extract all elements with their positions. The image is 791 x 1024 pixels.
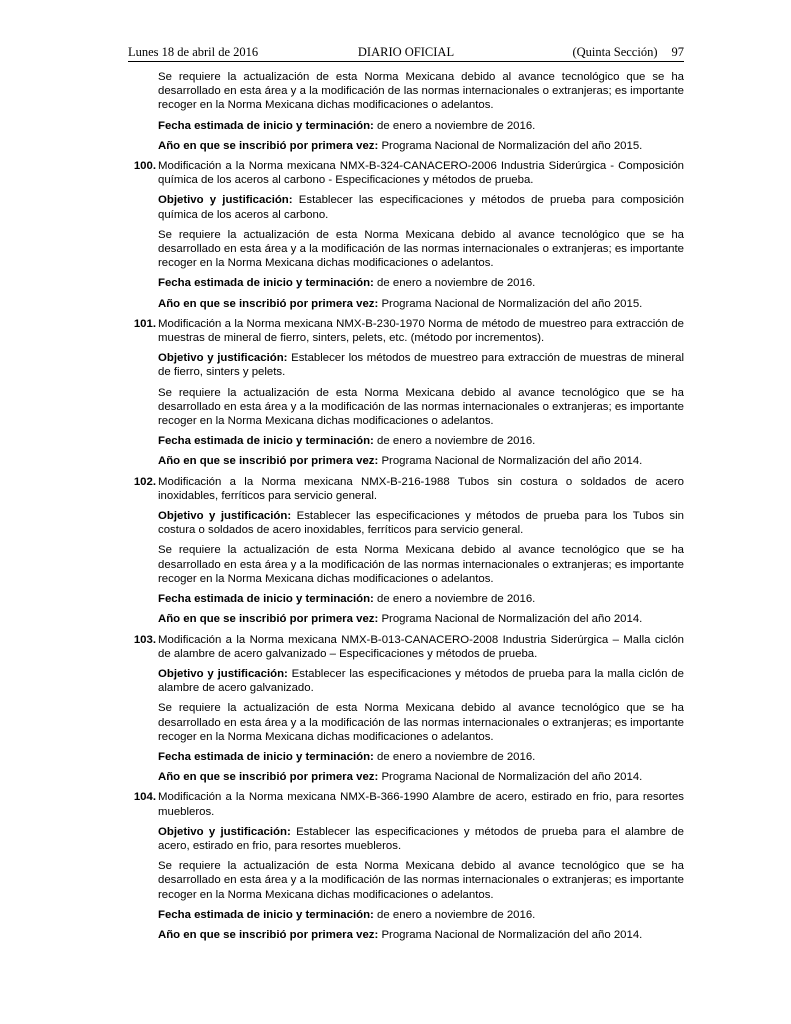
anio-value: Programa Nacional de Normalización del año 2014. xyxy=(381,613,643,626)
header-page-number: 97 xyxy=(671,45,684,59)
anio-paragraph xyxy=(158,454,684,468)
requirement-paragraph: Se requiere la actualización de esta Norma Mexicana debido al avance tecnológico que se ha desarrollado en esta área y a la modificación de las normas internacionales o extranjeras; es importante recoger en la Norma Mexicana dichas modificaciones o adelantos. xyxy=(158,544,684,585)
anio-label: Año en que se inscribió por primera vez: xyxy=(158,613,379,626)
requirement-paragraph: Se requiere la actualización de esta Norma Mexicana debido al avance tecnológico que se ha desarrollado en esta área y a la modificación de las normas internacionales o extranjeras; es importante recoger en la Norma Mexicana dichas modificaciones o adelantos. xyxy=(158,228,684,270)
fecha-label: Fecha estimada de inicio y terminación: xyxy=(158,435,374,448)
fecha-paragraph xyxy=(158,592,684,606)
header-section: (Quinta Sección) xyxy=(572,45,658,59)
fecha-value: de enero a noviembre de 2016. xyxy=(377,593,536,606)
norm-item-100 xyxy=(118,159,684,311)
objetivo-paragraph xyxy=(158,667,684,695)
item-title: Modificación a la Norma mexicana NMX-B-230-1970 Norma de método de muestreo para extracción de muestras de mineral de fierro, sinters, pelets, etc. (método por incrementos). xyxy=(158,317,684,345)
norm-item-103 xyxy=(118,633,684,785)
fecha-paragraph xyxy=(158,908,684,922)
item-title: Modificación a la Norma mexicana NMX-B-324-CANACERO-2006 Industria Siderúrgica - Composición química de los aceros al carbono - Especificaciones y métodos de prueba. xyxy=(158,160,684,187)
anio-paragraph xyxy=(158,297,684,311)
fecha-value: de enero a noviembre de 2016. xyxy=(377,908,536,921)
anio-label: Año en que se inscribió por primera vez: xyxy=(158,139,379,152)
item-title: Modificación a la Norma mexicana NMX-B-216-1988 Tubos sin costura o soldados de acero inoxidables, ferríticos para servicio general. xyxy=(158,475,684,502)
document-body xyxy=(118,70,684,948)
fecha-value: de enero a noviembre de 2016. xyxy=(377,119,536,132)
item-number: 102. xyxy=(133,475,156,488)
norm-item-101 xyxy=(118,317,684,469)
header-rule xyxy=(128,61,684,62)
objetivo-label: Objetivo y justificación: xyxy=(158,825,291,838)
fecha-paragraph xyxy=(158,119,684,133)
item-number: 101. xyxy=(133,317,156,330)
fecha-label: Fecha estimada de inicio y terminación: xyxy=(158,908,374,921)
fecha-value: de enero a noviembre de 2016. xyxy=(377,435,536,448)
item-title: Modificación a la Norma mexicana NMX-B-366-1990 Alambre de acero, estirado en frio, para resortes muebleros. xyxy=(158,791,684,818)
header-date: Lunes 18 de abril de 2016 xyxy=(128,45,259,59)
header-publication: DIARIO OFICIAL xyxy=(357,45,455,59)
objetivo-value: Establecer los métodos de muestreo para extracción de muestras de mineral de fierro, sinters y pelets. xyxy=(158,352,685,379)
fecha-value: de enero a noviembre de 2016. xyxy=(377,277,536,290)
requirement-paragraph: Se requiere la actualización de esta Norma Mexicana debido al avance tecnológico que se ha desarrollado en esta área y a la modificación de las normas internacionales o extranjeras; es importante recoger en la Norma Mexicana dichas modificaciones o adelantos. xyxy=(158,386,684,428)
anio-label: Año en que se inscribió por primera vez: xyxy=(158,455,379,468)
objetivo-paragraph xyxy=(158,193,684,221)
page-header xyxy=(128,44,684,60)
anio-value: Programa Nacional de Normalización del año 2014. xyxy=(381,771,643,784)
norm-item-102 xyxy=(118,475,684,627)
anio-paragraph xyxy=(158,139,684,153)
objetivo-paragraph xyxy=(158,825,684,853)
fecha-label: Fecha estimada de inicio y terminación: xyxy=(158,593,374,606)
fecha-label: Fecha estimada de inicio y terminación: xyxy=(158,277,374,290)
anio-value: Programa Nacional de Normalización del año 2015. xyxy=(381,139,643,152)
anio-label: Año en que se inscribió por primera vez: xyxy=(158,928,379,941)
objetivo-paragraph xyxy=(158,351,684,379)
fecha-paragraph xyxy=(158,434,684,448)
anio-paragraph xyxy=(158,612,684,626)
norm-item-104 xyxy=(118,790,684,942)
requirement-paragraph: Se requiere la actualización de esta Norma Mexicana debido al avance tecnológico que se ha desarrollado en esta área y a la modificación de las normas internacionales o extranjeras; es importante recoger en la Norma Mexicana dichas modificaciones o adelantos. xyxy=(158,71,684,112)
fecha-paragraph xyxy=(158,750,684,764)
objetivo-value: Establecer las especificaciones y métodos de prueba para los Tubos sin costura o soldados de acero inoxidables, ferríticos para servicio general. xyxy=(158,510,684,537)
objetivo-value: Establecer las especificaciones y métodos de prueba para composición química de los aceros al carbono. xyxy=(158,194,685,221)
objetivo-label: Objetivo y justificación: xyxy=(158,352,288,365)
fecha-paragraph xyxy=(158,276,684,290)
objetivo-value: Establecer las especificaciones y métodos de prueba para el alambre de acero, estirado en frio, para resortes muebleros. xyxy=(158,825,685,852)
objetivo-paragraph xyxy=(158,509,684,537)
fecha-label: Fecha estimada de inicio y terminación: xyxy=(158,119,374,132)
anio-value: Programa Nacional de Normalización del año 2015. xyxy=(381,297,643,310)
anio-label: Año en que se inscribió por primera vez: xyxy=(158,297,379,310)
requirement-paragraph: Se requiere la actualización de esta Norma Mexicana debido al avance tecnológico que se ha desarrollado en esta área y a la modificación de las normas internacionales o extranjeras; es importante recoger en la Norma Mexicana dichas modificaciones o adelantos. xyxy=(158,860,684,901)
anio-label: Año en que se inscribió por primera vez: xyxy=(158,771,379,784)
header-section-page xyxy=(572,44,684,60)
objetivo-value: Establecer las especificaciones y métodos de prueba para la malla ciclón de alambre de acero galvanizado. xyxy=(158,667,685,695)
anio-paragraph xyxy=(158,928,684,942)
anio-value: Programa Nacional de Normalización del año 2014. xyxy=(381,455,643,468)
continued-item xyxy=(118,70,684,153)
objetivo-label: Objetivo y justificación: xyxy=(158,194,293,207)
fecha-label: Fecha estimada de inicio y terminación: xyxy=(158,750,374,763)
item-number: 103. xyxy=(133,633,156,646)
objetivo-label: Objetivo y justificación: xyxy=(158,667,288,680)
item-title: Modificación a la Norma mexicana NMX-B-013-CANACERO-2008 Industria Siderúrgica – Malla ciclón de alambre de acero galvanizado – Especificaciones y métodos de prueba. xyxy=(158,633,684,660)
anio-value: Programa Nacional de Normalización del año 2014. xyxy=(381,928,643,941)
objetivo-label: Objetivo y justificación: xyxy=(158,510,292,523)
item-number: 104. xyxy=(133,791,156,804)
fecha-value: de enero a noviembre de 2016. xyxy=(377,750,536,763)
requirement-paragraph: Se requiere la actualización de esta Norma Mexicana debido al avance tecnológico que se ha desarrollado en esta área y a la modificación de las normas internacionales o extranjeras; es importante recoger en la Norma Mexicana dichas modificaciones o adelantos. xyxy=(158,702,684,743)
anio-paragraph xyxy=(158,770,684,784)
item-number: 100. xyxy=(133,160,156,173)
